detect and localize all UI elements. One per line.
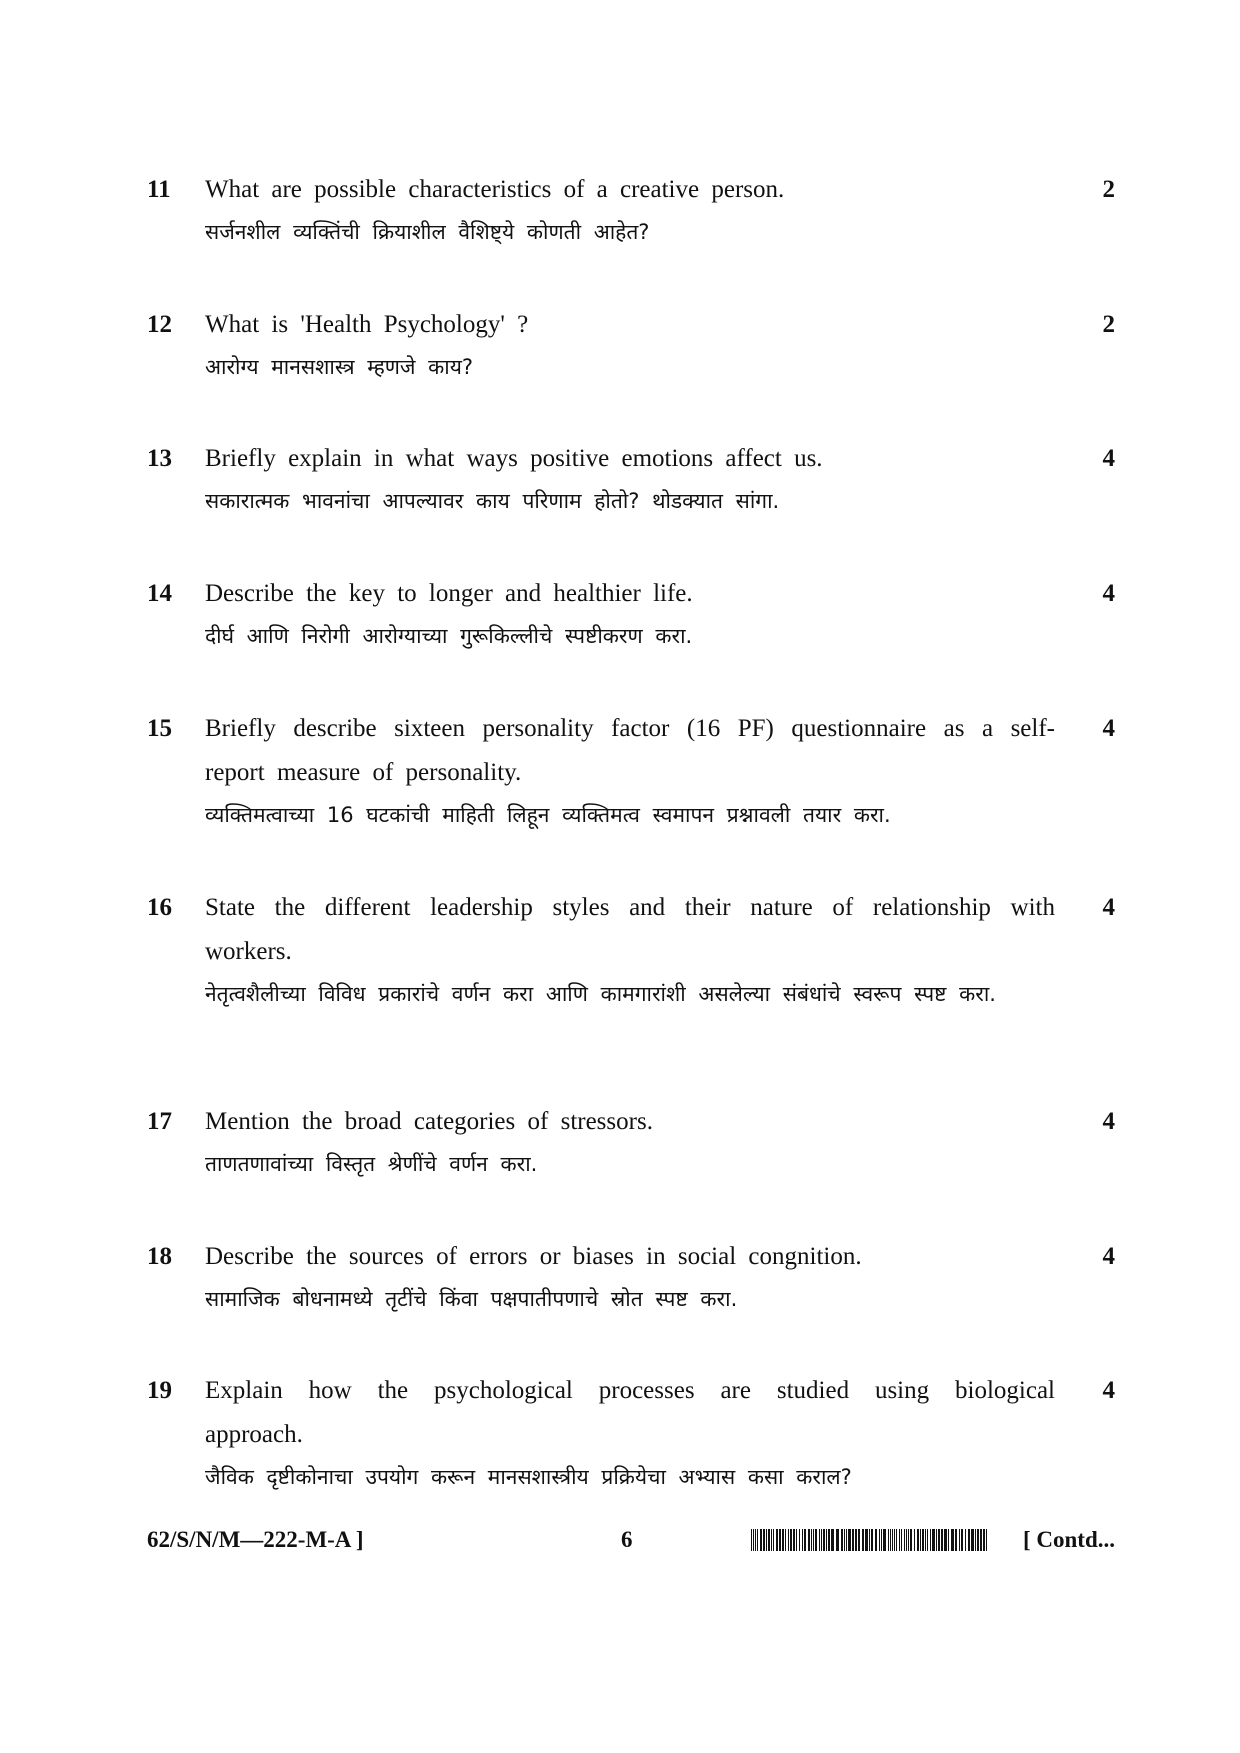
question-text-english: Briefly explain in what ways positive emotions affect us.	[205, 445, 823, 472]
question-body	[205, 707, 1055, 833]
barcode-bar	[815, 1529, 817, 1551]
barcode-bar	[799, 1529, 800, 1551]
barcode-bar	[983, 1529, 985, 1551]
question-number: 15	[147, 715, 172, 742]
barcode-bar	[968, 1529, 970, 1551]
barcode-bar	[890, 1529, 891, 1551]
question-text-english: Mention the broad categories of stressors.	[205, 1108, 653, 1135]
barcode-bar	[811, 1529, 812, 1551]
question-body	[205, 1235, 1055, 1317]
barcode-bar	[896, 1529, 897, 1551]
barcode-bar	[881, 1529, 882, 1551]
question-marks: 4	[1102, 445, 1115, 472]
barcode-bar	[828, 1529, 830, 1551]
barcode-bar	[852, 1529, 854, 1551]
question-marks: 4	[1102, 894, 1115, 921]
question-text-marathi: सर्जनशील व्यक्तिंची क्रियाशील वैशिष्ट्ये कोणती आहेत?	[205, 220, 650, 244]
question-text-marathi: ताणतणावांच्या विस्तृत श्रेणींचे वर्णन करा.	[205, 1152, 538, 1176]
question-number: 16	[147, 894, 172, 921]
question-number: 18	[147, 1243, 172, 1270]
question-body	[205, 886, 1055, 1012]
question-19	[147, 1369, 1115, 1495]
barcode-bar	[922, 1529, 924, 1551]
question-text-marathi: सामाजिक बोधनामध्ये तृटींचे किंवा पक्षपातीपणाचे स्रोत स्पष्ट करा.	[205, 1287, 738, 1311]
barcode-bar	[869, 1529, 870, 1551]
question-body	[205, 168, 1055, 250]
question-text-english: What are possible characteristics of a creative person.	[205, 176, 785, 203]
barcode-bar	[776, 1529, 778, 1551]
question-marks: 4	[1102, 1108, 1115, 1135]
barcode-bar	[788, 1529, 789, 1551]
question-marks: 4	[1102, 1377, 1115, 1404]
barcode-bar	[753, 1529, 754, 1551]
barcode-bar	[917, 1529, 919, 1551]
barcode-bar	[785, 1529, 786, 1551]
question-number: 13	[147, 445, 172, 472]
question-text-english: What is 'Health Psychology' ?	[205, 311, 529, 338]
barcode-bar	[901, 1529, 902, 1551]
question-body	[205, 1369, 1055, 1495]
barcode-bar	[920, 1529, 921, 1551]
barcode-bar	[779, 1529, 781, 1551]
question-18	[147, 1235, 1115, 1317]
barcode-bar	[855, 1529, 857, 1551]
question-number: 19	[147, 1377, 172, 1404]
barcode-bar	[773, 1529, 774, 1551]
page-footer	[147, 1525, 1115, 1555]
barcode-bar	[796, 1529, 797, 1551]
question-body	[205, 303, 1055, 385]
barcode-bar	[892, 1529, 893, 1551]
barcode-bar	[883, 1529, 886, 1551]
barcode-bar	[959, 1529, 960, 1551]
question-text-marathi: दीर्घ आणि निरोगी आरोग्याच्या गुरूकिल्लीचे स्पष्टीकरण करा.	[205, 624, 693, 648]
barcode-bar	[925, 1529, 926, 1551]
barcode-bar	[927, 1529, 928, 1551]
question-marks: 2	[1102, 311, 1115, 338]
question-text-english: Briefly describe sixteen personality factor (16 PF) questionnaire as a self-report measure of personality.	[205, 715, 1055, 786]
question-body	[205, 437, 1055, 519]
question-number: 12	[147, 311, 172, 338]
barcode-bar	[975, 1529, 976, 1551]
barcode-bar	[971, 1529, 974, 1551]
barcode-bar	[961, 1529, 963, 1551]
barcode-bar	[944, 1529, 947, 1551]
barcode-bar	[906, 1529, 907, 1551]
barcode-bar	[910, 1529, 912, 1551]
barcode-bar	[951, 1529, 954, 1551]
barcode-bar	[831, 1529, 834, 1551]
barcode-bar	[948, 1529, 949, 1551]
barcode-bar	[930, 1529, 931, 1551]
barcode-bar	[858, 1529, 860, 1551]
barcode-bar	[862, 1529, 864, 1551]
question-text-marathi: सकारात्मक भावनांचा आपल्यावर काय परिणाम होतो? थोडक्यात सांगा.	[205, 489, 780, 513]
question-text-marathi: जैविक दृष्टीकोनाचा उपयोग करून मानसशास्त्रीय प्रक्रियेचा अभ्यास कसा कराल?	[205, 1465, 852, 1489]
question-text-marathi: नेतृत्वशैलीच्या विविध प्रकारांचे वर्णन करा आणि कामगारांशी असलेल्या संबंधांचे स्वरूप स्पष्ट करा.	[205, 982, 996, 1006]
barcode-bar	[848, 1529, 851, 1551]
barcode-bar	[782, 1529, 784, 1551]
barcode-bar	[908, 1529, 909, 1551]
barcode-bar	[844, 1529, 845, 1551]
question-text-english: State the different leadership styles and their nature of relationship with workers.	[205, 894, 1055, 965]
paper-code: 62/S/N/M—222-M-A ]	[147, 1527, 364, 1552]
question-number: 17	[147, 1108, 172, 1135]
barcode-bar	[846, 1529, 847, 1551]
barcode-bar	[808, 1529, 810, 1551]
page-number: 6	[621, 1527, 633, 1552]
barcode-bar	[763, 1529, 765, 1551]
question-text-english: Describe the sources of errors or biases in social congnition.	[205, 1243, 862, 1270]
barcode-bar	[875, 1529, 877, 1551]
barcode-bar	[986, 1529, 987, 1551]
barcode-bar	[914, 1529, 915, 1551]
barcode-bar	[904, 1529, 905, 1551]
barcode-bar	[955, 1529, 957, 1551]
barcode-bar	[980, 1529, 982, 1551]
barcode-bar	[841, 1529, 843, 1551]
barcode-bar	[751, 1529, 752, 1551]
question-17	[147, 1100, 1115, 1182]
barcode-bar	[888, 1529, 889, 1551]
question-13	[147, 437, 1115, 519]
barcode-bar	[757, 1529, 758, 1551]
barcode-icon	[751, 1529, 987, 1551]
barcode-bar	[965, 1529, 966, 1551]
barcode-bar	[836, 1529, 839, 1551]
barcode-bar	[755, 1529, 756, 1551]
barcode-bar	[865, 1529, 868, 1551]
barcode-bar	[879, 1529, 880, 1551]
barcode-bar	[938, 1529, 940, 1551]
barcode-bar	[894, 1529, 895, 1551]
barcode-bar	[826, 1529, 827, 1551]
question-marks: 4	[1102, 715, 1115, 742]
barcode-bar	[936, 1529, 937, 1551]
question-marks: 4	[1102, 580, 1115, 607]
question-14	[147, 572, 1115, 654]
barcode-bar	[899, 1529, 900, 1551]
barcode-bar	[871, 1529, 873, 1551]
barcode-bar	[932, 1529, 935, 1551]
question-body	[205, 1100, 1055, 1182]
question-text-english: Explain how the psychological processes are studied using biological approach.	[205, 1377, 1055, 1448]
continued-label: [ Contd...	[1022, 1527, 1115, 1552]
barcode-bar	[804, 1529, 806, 1551]
question-text-english: Describe the key to longer and healthier life.	[205, 580, 693, 607]
question-text-marathi: आरोग्य मानसशास्त्र म्हणजे काय?	[205, 355, 474, 379]
barcode-bar	[819, 1529, 820, 1551]
question-12	[147, 303, 1115, 385]
barcode-bar	[941, 1529, 943, 1551]
barcode-bar	[793, 1529, 795, 1551]
barcode-bar	[813, 1529, 814, 1551]
barcode-bar	[790, 1529, 792, 1551]
barcode-bar	[802, 1529, 803, 1551]
question-text-marathi: व्यक्तिमत्वाच्या 16 घटकांची माहिती लिहून व्यक्तिमत्व स्वमापन प्रश्नावली तयार करा.	[205, 803, 891, 827]
question-15	[147, 707, 1115, 833]
barcode-bar	[821, 1529, 822, 1551]
barcode-bar	[977, 1529, 979, 1551]
barcode-bar	[768, 1529, 770, 1551]
question-marks: 2	[1102, 176, 1115, 203]
question-16	[147, 886, 1115, 1012]
barcode-bar	[823, 1529, 825, 1551]
question-body	[205, 572, 1055, 654]
question-number: 14	[147, 580, 172, 607]
question-number: 11	[147, 176, 171, 203]
barcode-bar	[760, 1529, 762, 1551]
barcode-bar	[771, 1529, 772, 1551]
question-11	[147, 168, 1115, 250]
question-marks: 4	[1102, 1243, 1115, 1270]
barcode-bar	[766, 1529, 767, 1551]
